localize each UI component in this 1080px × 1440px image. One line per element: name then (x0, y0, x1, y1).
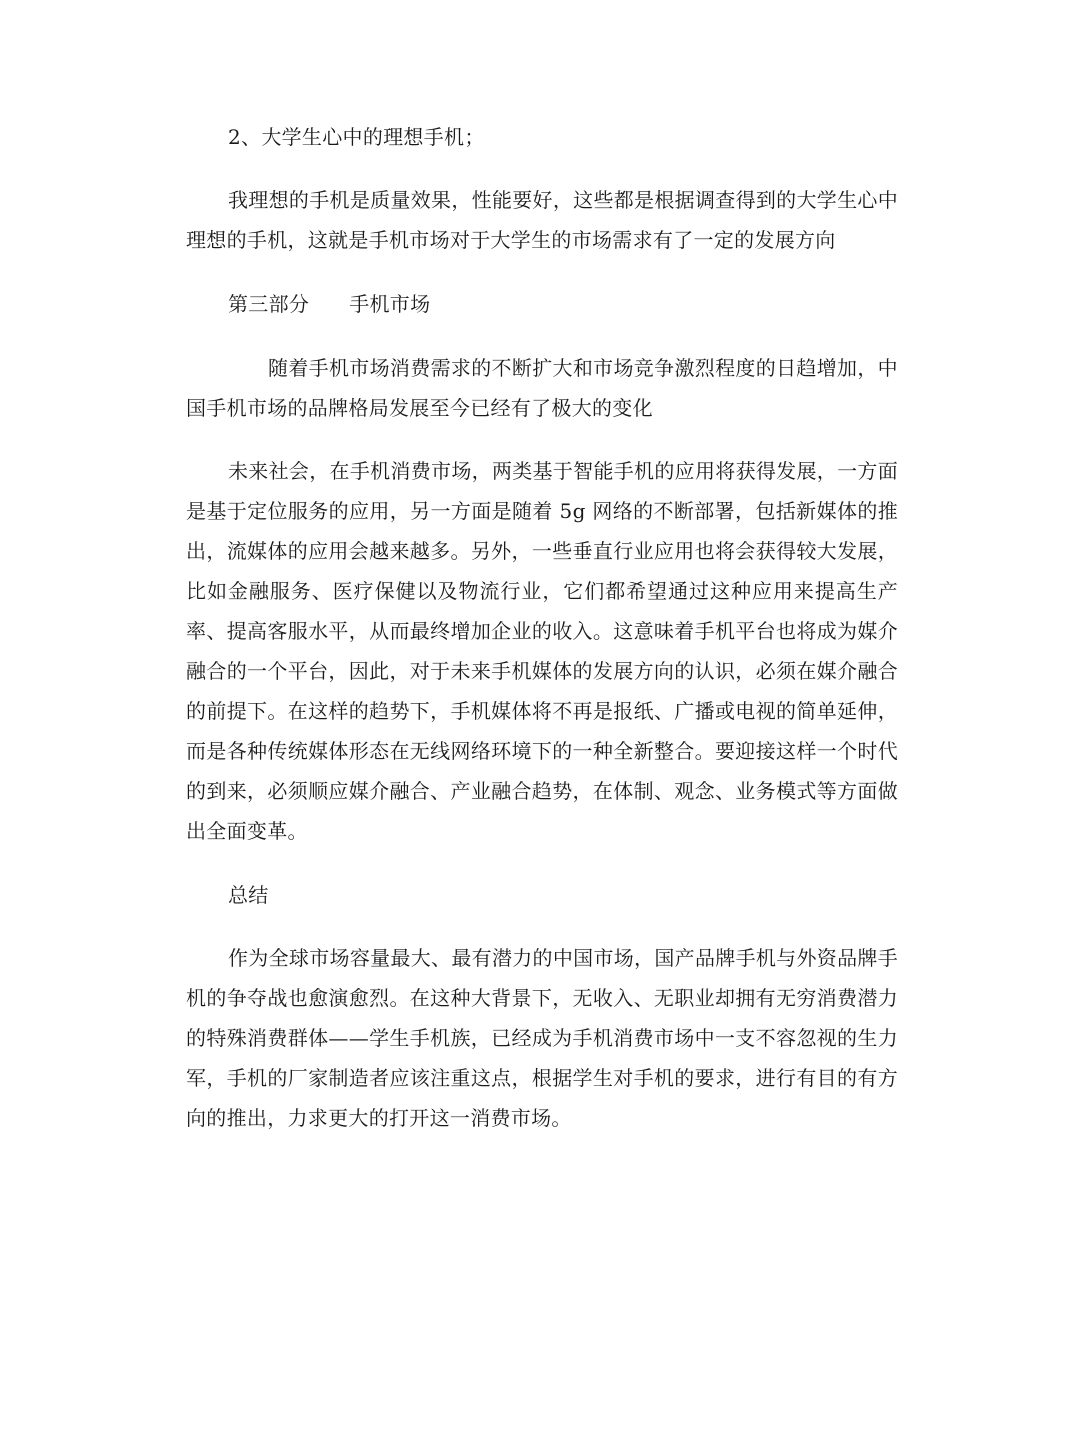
summary-heading: 总结 (228, 883, 269, 907)
ideal-phone-paragraph: 我理想的手机是质量效果，性能要好，这些都是根据调查得到的大学生心中理想的手机，这就是手机市场对于大学生的市场需求有了一定的发展方向 (186, 188, 898, 252)
part-three-title: 手机市场 (349, 292, 431, 316)
list-item-ideal-phone-heading: 2、大学生心中的理想手机； (228, 125, 485, 149)
part-three-heading (186, 284, 898, 324)
part-three-label: 第三部分 (228, 292, 310, 316)
future-market-paragraph: 未来社会，在手机消费市场，两类基于智能手机的应用将获得发展，一方面是基于定位服务的应用，另一方面是随着 5g 网络的不断部署，包括新媒体的推出，流媒体的应用会越来越多。另外，一些垂直行业应用也将会获得较大发展，比如金融服务、医疗保健以及物流行业，它们都希望通过这种应用来提高生产率、提高客服水平，从而最终增加企业的收入。这意味着手机平台也将成为媒介融合的一个平台，因此，对于未来手机媒体的发展方向的认识，必须在媒介融合的前提下。在这样的趋势下，手机媒体将不再是报纸、广播或电视的简单延伸，而是各种传统媒体形态在无线网络环境下的一种全新整合。要迎接这样一个时代的到来，必须顺应媒介融合、产业融合趋势，在体制、观念、业务模式等方面做出全面变革。 (186, 459, 898, 843)
summary-paragraph: 作为全球市场容量最大、最有潜力的中国市场，国产品牌手机与外资品牌手机的争夺战也愈演愈烈。在这种大背景下，无收入、无职业却拥有无穷消费潜力的特殊消费群体——学生手机族，已经成为手机消费市场中一支不容忽视的生力军，手机的厂家制造者应该注重这点，根据学生对手机的要求，进行有目的有方向的推出，力求更大的打开这一消费市场。 (186, 946, 898, 1130)
market-intro-paragraph: 随着手机市场消费需求的不断扩大和市场竞争激烈程度的日趋增加，中国手机市场的品牌格局发展至今已经有了极大的变化 (186, 356, 898, 420)
